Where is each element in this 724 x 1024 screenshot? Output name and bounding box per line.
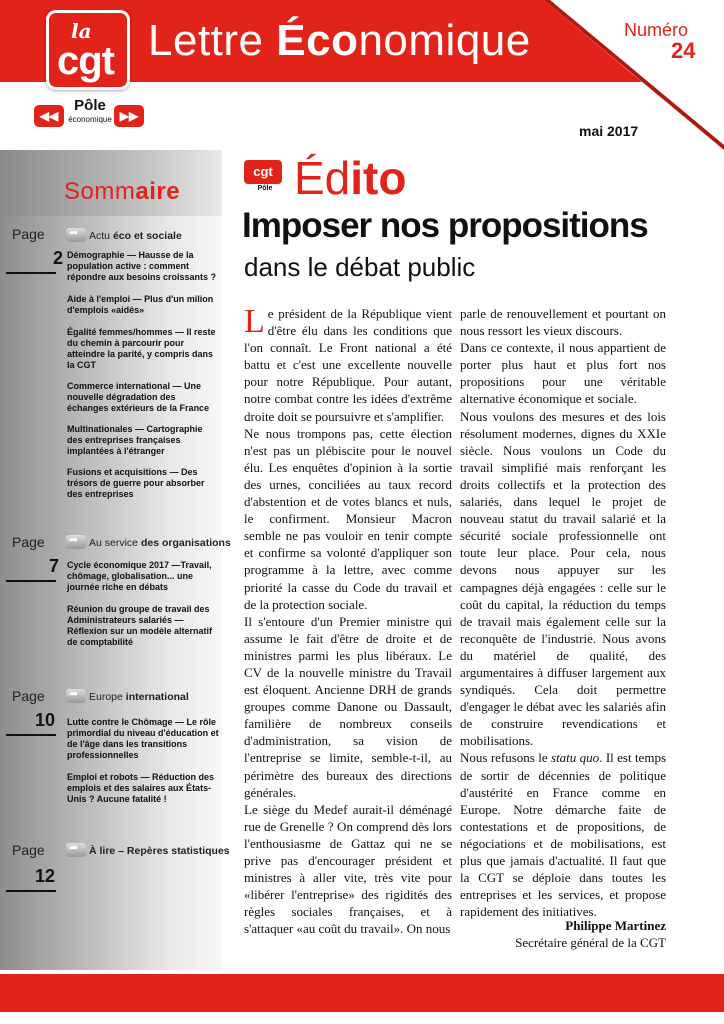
issue-date: mai 2017 — [579, 123, 639, 139]
toc-item[interactable]: Égalité femmes/hommes — Il reste du chemin à parcourir pour atteindre la parité, y compris dans la CGT — [67, 327, 216, 370]
edito-title-bold: ito — [350, 152, 407, 204]
edito-title — [294, 150, 406, 206]
toc-item[interactable]: Aide à l'emploi — Plus d'un milion d'emplois «aidés» — [67, 294, 214, 315]
edito-column-1 — [244, 305, 452, 937]
pole-title: Pôle — [74, 97, 106, 114]
page-number: 12 — [34, 866, 55, 886]
page-label: Page — [12, 534, 45, 550]
pole-economique-logo — [34, 97, 144, 135]
page-rule — [6, 272, 56, 274]
edito-logo-pole: Pôle — [257, 185, 273, 192]
pole-subtitle: économique — [68, 115, 112, 124]
page-number: 2 — [52, 248, 63, 268]
toc-item[interactable]: Démographie — Hausse de la population active : comment répondre aux besoins croissants ? — [67, 250, 217, 282]
arrow-tag-icon — [66, 535, 86, 549]
masthead-title-part2: nomique — [358, 16, 531, 65]
pole-text — [68, 97, 112, 125]
edito-cgt-logo — [244, 160, 282, 196]
masthead-title-part1: Lettre — [148, 16, 277, 65]
sommaire-title — [64, 178, 180, 206]
toc-item[interactable]: Cycle économique 2017 —Travail, chômage, globalisation... une journée riche en débats — [67, 560, 212, 592]
toc-item[interactable]: Commerce international — Une nouvelle dégradation des échanges extérieurs de la France — [67, 381, 210, 413]
masthead-title-bold: Éco — [276, 16, 359, 65]
signature-role: Secrétaire général de la CGT — [515, 935, 666, 950]
toc-item[interactable]: Multinationales — Cartographie des entreprises françaises implantées à l'étranger — [67, 424, 203, 456]
masthead-title — [148, 16, 531, 66]
page-label: Page — [12, 842, 45, 858]
footer-band — [0, 974, 724, 1012]
headline: Imposer nos propositions — [242, 206, 648, 245]
toc-item[interactable]: Fusions et acquisitions — Des trésors de guerre pour absorber des entreprises — [67, 467, 205, 499]
toc-item[interactable]: Lutte contre le Chômage — Le rôle primordial du niveau d'éducation et de l'âge dans les transitions professionnelles — [67, 717, 219, 760]
section-title[interactable]: À lire – Repères statistiques — [89, 845, 230, 857]
page-label: Page — [12, 688, 45, 704]
page-rule — [6, 734, 56, 736]
cgt-logo — [46, 10, 130, 90]
paragraph: Dans ce contexte, il nous appartient de porter plus haut et plus fort nos propositions pour une véritable alternative économique et sociale. — [460, 340, 666, 407]
arrow-tag-icon — [66, 843, 86, 857]
arrow-tag-icon — [66, 228, 86, 242]
toc-item[interactable]: Emploi et robots — Réduction des emplois et des salaires aux États-Unis ? Aucune fatalité ! — [67, 772, 215, 804]
page-rule — [6, 890, 56, 892]
double-arrow-left-icon: ◀◀ — [34, 105, 64, 127]
page-number: 10 — [34, 710, 55, 730]
issue-number-label: Numéro — [624, 20, 689, 40]
page-rule — [6, 580, 56, 582]
edito-column-2 — [460, 305, 666, 920]
paragraph: Ne nous trompons pas, cette élection n'est pas un plébiscite pour le nouvel élu. Les enquêtes d'opinion à la sortie des urnes, conciliées au taux record d'abstention et de votes blancs et nuls, le confirment. Monsieur Macron semble ne pas vouloir en tenir compte et confirme sa volonté d'appliquer son programme à la lettre, avec comme priorité la casse du Code du travail et de la protection sociale. — [244, 425, 452, 612]
signature-name: Philippe Martinez — [565, 918, 666, 933]
drop-cap: L — [244, 303, 265, 340]
page-number: 7 — [48, 556, 59, 576]
section-title: Europe international — [89, 691, 189, 703]
paragraph: Le président de la République vient d'être élu dans les conditions que l'on connaît. Le Front national a été battu et c'est une excellente nouvelle pour notre République. Pour autant, notre combat contre les idées d'extrême droite doit se poursuivre et s'amplifier. — [244, 303, 452, 424]
paragraph: parle de renouvellement et pourtant on nous ressort les vieux discours. — [460, 306, 666, 339]
sommaire-title-bold: aire — [135, 178, 181, 205]
paragraph: Il s'entoure d'un Premier ministre qui assume le fait d'être de droite et de ministres parmi les plus libéraux. Le CV de la nouvelle ministre du Travail est éloquent. Ancienne DRH de grands groupes comme Danone ou Dassault, familière de nombreux conseils d'administration, sa vision de l'entreprise se limite, semble-t-il, au périmètre des bureaux des directions générales. — [244, 613, 452, 800]
arrow-tag-icon — [66, 689, 86, 703]
toc-item[interactable]: Réunion du groupe de travail des Administrateurs salariés — Réflexion sur un modèle alternatif de comptabilité — [67, 604, 213, 647]
issue-number: 24 — [671, 38, 696, 63]
edito-title-part1: Éd — [294, 152, 351, 204]
section-title: Actu éco et sociale — [89, 230, 182, 242]
logo-cgt-text: cgt — [57, 39, 114, 83]
double-arrow-right-icon: ▶▶ — [114, 105, 144, 127]
subheadline: dans le débat public — [244, 252, 476, 282]
sommaire-title-part1: Somm — [64, 178, 136, 205]
edito-logo-text: cgt — [244, 160, 282, 184]
paragraph: Nous voulons des mesures et des lois résolument modernes, dignes du XXIe siècle. Nous voulons un Code du travail simplifié mais renforçant les droits collectifs et la protection des salariés, dans lequel le projet de nouveau statut du travail salarié et la sécurité sociale professionnelle ont toute leur place. Pour cela, nous devons nous appuyer sur les campagnes déjà engagées : celle sur le coût du capital, la réduction du temps de travail mais également celle sur la reconquête de l'industrie. Nous avons du matériel de qualité, des argumentaires à diffuser largement aux syndiqués. Cela doit permettre d'engager le débat avec les salariés afin de construire revendications et mobilisations. — [460, 408, 666, 749]
paragraph: Le siège du Medef aurait-il déménagé rue de Grenelle ? On comprend dès lors l'enthousiasme de Gattaz qui ne se prive pas d'encourager président et ministres à aller vite, très vite pour «libérer l'entreprise» des rigidités des règles sociales françaises, et à s'attaquer «au coût du travail». On nous — [244, 801, 452, 937]
page-label: Page — [12, 226, 45, 242]
logo-la-text: la — [71, 19, 92, 43]
paragraph: Nous refusons le statu quo. Il est temps de sortir de décennies de politique d'austérité en France comme en Europe. Notre démarche faite de contestations et de propositions, de négociations et de mobilisations, est plus que jamais d'actualité. Il faut que la CGT se déploie dans toutes les entreprises et les services, et propose rapidement des initiatives. — [460, 750, 666, 920]
section-title: Au service des organisations — [89, 537, 231, 549]
